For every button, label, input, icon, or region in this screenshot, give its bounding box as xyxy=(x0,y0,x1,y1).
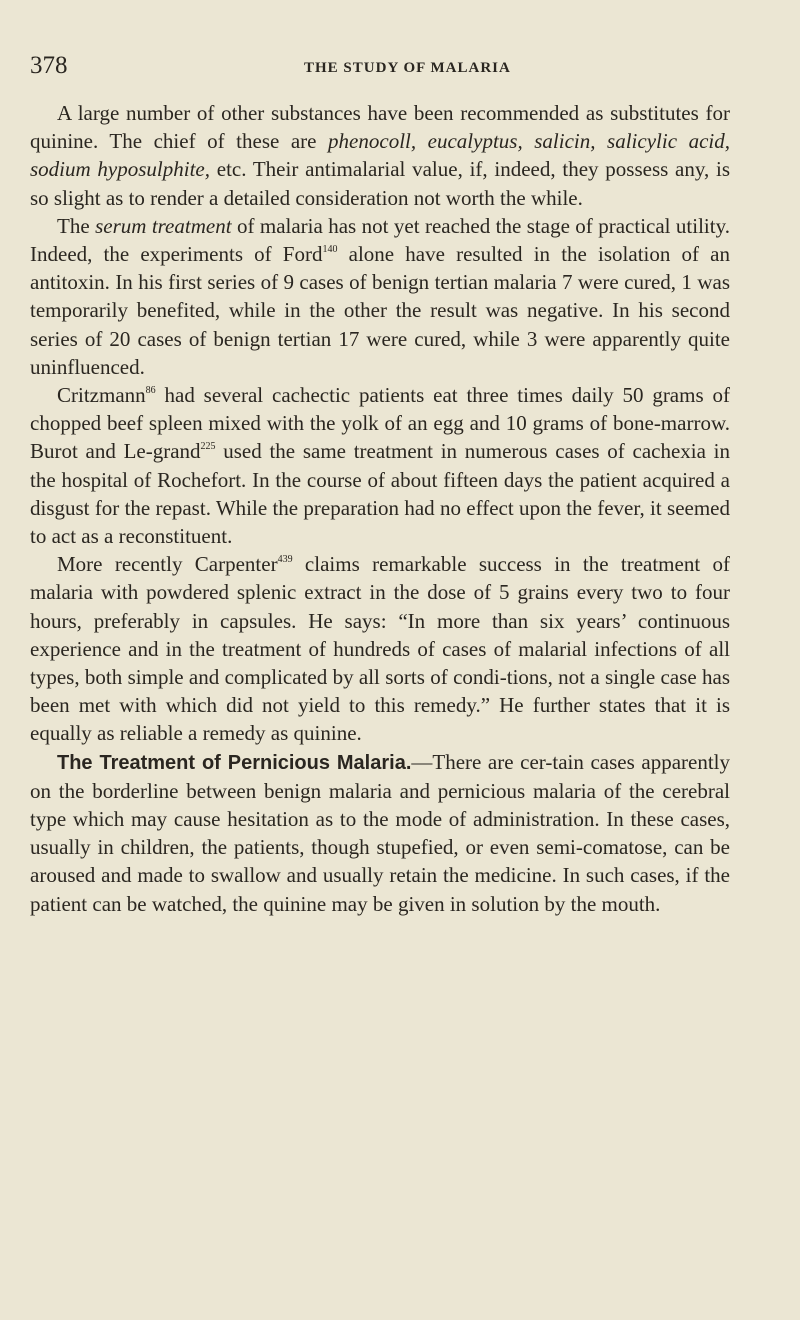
reference-superscript: 439 xyxy=(277,554,293,566)
paragraph-serum-treatment xyxy=(30,212,730,381)
text-run: —There are cer-tain cases apparently on the borderline between benign malaria and pernicious malaria of the cerebral type which may cause hesitation as to the mode of administration. In these cases, usually in children, the patients, though stupefied, or even semi-comatose, can be aroused and made to swallow and usually retain the medicine. In such cases, if the patient can be watched, the quinine may be given in solution by the mouth. xyxy=(30,749,730,916)
paragraph-substitutes xyxy=(30,99,730,212)
section-heading: The Treatment of Pernicious Malaria. xyxy=(57,751,412,774)
text-run: of malaria has not yet reached the stage of practical utility. Indeed, the experiments of Ford xyxy=(30,213,730,267)
paragraph-pernicious-malaria xyxy=(30,748,730,918)
page-header xyxy=(30,52,770,92)
running-title: THE STUDY OF MALARIA xyxy=(304,60,511,76)
page-number: 378 xyxy=(30,52,68,79)
text-run: alone have resulted in the isolation of an antitoxin. In his first series of 9 cases of benign tertian malaria 7 were cured, 1 was temporarily benefited, while in the other the result was negative. In his second series of 20 cases of benign tertian 17 were cured, while 3 were apparently quite uninfluenced. xyxy=(30,242,730,379)
body-text xyxy=(30,99,730,918)
text-run: used the same treatment in numerous cases of cachexia in the hospital of Rochefort. In the course of about fifteen days the patient acquired a disgust for the repast. While the preparation had no effect upon the fever, it seemed to act as a reconstituent. xyxy=(30,439,730,549)
reference-superscript: 225 xyxy=(200,441,216,453)
text-run: A large number of other substances have been recommended as substitutes for quinine. The chief of these are xyxy=(30,101,730,154)
paragraph-critzmann xyxy=(30,381,730,550)
italic-drug-list: phenocoll, eucalyptus, salicin, salicylic acid, sodium hyposulphite, xyxy=(30,129,730,182)
text-run: More recently Carpenter xyxy=(57,552,278,577)
text-run: Critzmann xyxy=(57,383,146,408)
text-run: etc. Their antimalarial value, if, indeed, they possess any, is so slight as to render a detailed consideration not worth the while. xyxy=(30,157,731,210)
text-run: had several cachectic patients eat three times daily 50 grams of chopped beef spleen mixed with the yolk of an egg and 10 grams of bone-marrow. Burot and Le-grand xyxy=(30,383,730,464)
reference-superscript: 140 xyxy=(322,244,338,256)
reference-superscript: 86 xyxy=(145,385,156,397)
paragraph-carpenter xyxy=(30,550,730,747)
italic-term: serum treatment xyxy=(95,213,232,238)
text-run: claims remarkable success in the treatment of malaria with powdered splenic extract in the dose of 5 grains every two to four hours, preferably in capsules. He says: “In more than six years’ continuous experience and in the treatment of hundreds of cases of malarial infections of all types, both simple and complicated by all sorts of condi-tions, not a single case has been met with which did not yield to this remedy.” He further states that it is equally as reliable a remedy as quinine. xyxy=(30,552,730,746)
text-run: The xyxy=(57,213,96,238)
